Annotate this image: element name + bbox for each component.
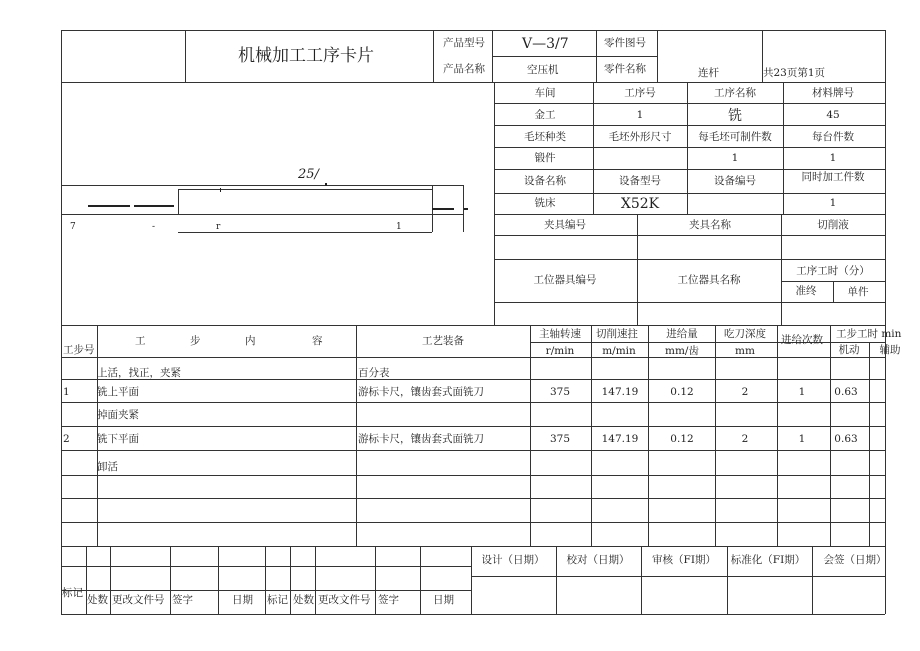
page-info: 共23页第1页 bbox=[763, 67, 826, 79]
product-name-label: 产品名称 bbox=[443, 63, 485, 75]
op-name-label: 工序名称 bbox=[714, 87, 756, 99]
cutting-speed-header: 切削速拄 bbox=[596, 328, 638, 340]
grid-line-vertical bbox=[185, 30, 186, 82]
sketch-label: 1 bbox=[396, 222, 402, 232]
step-no: 1 bbox=[63, 386, 70, 398]
grid-line-vertical bbox=[830, 325, 831, 546]
content-header-char: 容 bbox=[312, 335, 323, 347]
grid-line-horizontal bbox=[61, 379, 885, 380]
equipment-name-label: 设备名称 bbox=[524, 175, 566, 187]
grid-line-vertical bbox=[657, 30, 658, 82]
grid-line-vertical bbox=[170, 546, 171, 614]
roughness-annotation: 25/ bbox=[298, 167, 319, 182]
cutting-speed-unit: m/min bbox=[602, 345, 636, 357]
station-tool-no-label: 工位器具编号 bbox=[533, 274, 597, 286]
card-title: 机械加工工序卡片 bbox=[238, 46, 374, 66]
sketch-label: 7 bbox=[70, 222, 76, 232]
grid-line-vertical bbox=[687, 82, 688, 214]
spindle-speed-unit: r/min bbox=[545, 345, 575, 357]
pieces-per-unit-value: 1 bbox=[829, 152, 837, 164]
part-drawing-no-label: 零件图号 bbox=[604, 37, 646, 49]
equipment-no-label: 设备编号 bbox=[714, 175, 756, 187]
grid-line-vertical bbox=[777, 325, 778, 546]
grid-line-vertical bbox=[356, 325, 357, 546]
design-sign-label: 设计（日期） bbox=[481, 554, 545, 566]
countersign-label: 会签（日期） bbox=[823, 554, 887, 566]
grid-line-vertical bbox=[637, 214, 638, 325]
prep-end-label: 准终 bbox=[795, 285, 817, 297]
spindle-speed-header: 主轴转速 bbox=[539, 328, 581, 340]
blank-type-value: 锻件 bbox=[534, 152, 556, 164]
grid-line-horizontal bbox=[61, 82, 885, 83]
grid-line-horizontal bbox=[494, 103, 885, 104]
revision-header: 更改文件号 bbox=[112, 594, 165, 606]
review-sign-label: 审核（FI期） bbox=[652, 554, 716, 566]
equipment-name-value: 铣床 bbox=[534, 197, 556, 209]
op-name-value: 铣 bbox=[728, 108, 742, 124]
op-no-label: 工序号 bbox=[624, 87, 656, 99]
grid-line-horizontal bbox=[494, 302, 885, 303]
coolant-label: 切削液 bbox=[817, 219, 849, 231]
step-machine-time: 0.63 bbox=[834, 386, 858, 398]
fixture-no-label: 夹具编号 bbox=[544, 219, 586, 231]
step-spindle-speed: 375 bbox=[549, 433, 571, 445]
revision-header: 日期 bbox=[433, 594, 454, 606]
equipment-model-value: X52K bbox=[620, 196, 660, 212]
grid-line-vertical bbox=[61, 30, 62, 614]
revision-header: 标记 bbox=[62, 587, 83, 599]
grid-line-vertical bbox=[315, 546, 316, 614]
grid-line-horizontal bbox=[494, 259, 885, 260]
product-name-value: 空压机 bbox=[527, 64, 559, 76]
step-equipment: 游标卡尺，镶齿套式面铣刀 bbox=[358, 433, 484, 445]
sketch-line bbox=[134, 205, 174, 207]
revision-header: 处数 bbox=[293, 594, 314, 606]
step-no: 2 bbox=[63, 433, 70, 445]
step-cutting-speed: 147.19 bbox=[601, 433, 639, 445]
step-machine-time: 0.63 bbox=[834, 433, 858, 445]
blank-size-label: 毛坯外形尺寸 bbox=[608, 131, 672, 143]
grid-line-vertical bbox=[110, 546, 111, 614]
check-sign-label: 校对（日期） bbox=[566, 554, 630, 566]
grid-line-horizontal bbox=[61, 325, 885, 326]
product-model-label: 产品型号 bbox=[443, 37, 485, 49]
grid-line-vertical bbox=[556, 546, 557, 614]
grid-line-horizontal bbox=[61, 590, 471, 591]
grid-line-horizontal bbox=[178, 189, 432, 190]
pieces-per-blank-label: 每毛坯可制件数 bbox=[698, 131, 772, 143]
grid-line-vertical bbox=[781, 214, 782, 325]
depth-header: 吃刀深度 bbox=[724, 328, 766, 340]
grid-line-vertical bbox=[783, 82, 784, 214]
revision-header: 签字 bbox=[172, 594, 193, 606]
grid-line-vertical bbox=[591, 325, 592, 546]
pieces-per-blank-value: 1 bbox=[731, 152, 739, 164]
content-header-char: 内 bbox=[245, 335, 256, 347]
pieces-per-unit-label: 每台件数 bbox=[812, 131, 854, 143]
step-content: 掉面夹紧 bbox=[97, 409, 139, 421]
grid-line-vertical bbox=[812, 546, 813, 614]
step-equipment: 百分表 bbox=[358, 367, 390, 379]
grid-line-vertical bbox=[290, 546, 291, 614]
depth-unit: mm bbox=[735, 345, 755, 357]
grid-line-vertical bbox=[727, 546, 728, 614]
grid-line-vertical bbox=[218, 546, 219, 614]
workshop-value: 金工 bbox=[534, 109, 556, 121]
grid-line-horizontal bbox=[494, 214, 885, 215]
feed-unit: mm/齿 bbox=[665, 345, 699, 357]
grid-line-vertical bbox=[265, 546, 266, 614]
sketch-label: - bbox=[152, 222, 156, 232]
step-no-header: 工步号 bbox=[63, 344, 95, 356]
step-content: 上活，找正，夹紧 bbox=[97, 367, 181, 379]
revision-header: 标记 bbox=[267, 594, 288, 606]
step-content: 卸活 bbox=[97, 461, 118, 473]
step-feed: 0.12 bbox=[670, 386, 694, 398]
step-spindle-speed: 375 bbox=[549, 386, 571, 398]
grid-line-horizontal bbox=[61, 566, 471, 567]
sketch-line bbox=[432, 208, 454, 210]
part-name-value: 连杆 bbox=[698, 67, 719, 79]
revision-header: 更改文件号 bbox=[318, 594, 371, 606]
sketch-label: r bbox=[216, 222, 221, 232]
material-label: 材料牌号 bbox=[812, 87, 854, 99]
equipment-header: 工艺装备 bbox=[422, 335, 464, 347]
grid-line-vertical bbox=[715, 325, 716, 546]
grid-line-horizontal bbox=[61, 475, 885, 476]
grid-line-vertical bbox=[433, 30, 434, 82]
grid-line-horizontal bbox=[61, 402, 885, 403]
grid-line-horizontal bbox=[61, 426, 885, 427]
grid-line-vertical bbox=[530, 325, 531, 546]
grid-line-horizontal bbox=[494, 147, 885, 148]
revision-header: 日期 bbox=[232, 594, 253, 606]
step-content: 铣上平面 bbox=[97, 386, 139, 398]
step-depth: 2 bbox=[741, 386, 749, 398]
grid-line-horizontal bbox=[494, 125, 885, 126]
grid-line-horizontal bbox=[530, 342, 885, 343]
grid-line-horizontal bbox=[61, 614, 885, 615]
content-header-char: 步 bbox=[190, 335, 201, 347]
grid-line-vertical bbox=[494, 82, 495, 325]
grid-line-vertical bbox=[178, 189, 179, 214]
station-tool-name-label: 工位器具名称 bbox=[677, 274, 741, 286]
step-equipment: 游标卡尺，镶齿套式面铣刀 bbox=[358, 386, 484, 398]
grid-line-vertical bbox=[471, 546, 472, 614]
step-feed: 0.12 bbox=[670, 433, 694, 445]
sketch-line bbox=[464, 208, 468, 210]
grid-line-horizontal bbox=[61, 185, 463, 186]
grid-line-horizontal bbox=[471, 576, 885, 577]
revision-header: 处数 bbox=[87, 594, 108, 606]
product-model-value: V—3/7 bbox=[522, 36, 569, 52]
step-time-header: 工步工时 min bbox=[836, 328, 902, 340]
grid-line-horizontal bbox=[492, 56, 657, 57]
sketch-tick bbox=[220, 188, 221, 192]
grid-line-vertical bbox=[420, 546, 421, 614]
op-no-value: 1 bbox=[636, 109, 644, 121]
sketch-mark bbox=[325, 183, 327, 186]
step-cutting-speed: 147.19 bbox=[601, 386, 639, 398]
revision-header: 签字 bbox=[378, 594, 399, 606]
passes-header: 进给次数 bbox=[781, 334, 823, 346]
grid-line-horizontal bbox=[61, 357, 885, 358]
step-depth: 2 bbox=[741, 433, 749, 445]
grid-line-vertical bbox=[833, 281, 834, 302]
fixture-name-label: 夹具名称 bbox=[689, 219, 731, 231]
workshop-label: 车间 bbox=[534, 87, 556, 99]
grid-line-horizontal bbox=[494, 193, 885, 194]
standard-sign-label: 标准化（FI期） bbox=[730, 554, 806, 566]
grid-line-vertical bbox=[885, 30, 886, 614]
step-passes: 1 bbox=[798, 386, 806, 398]
material-value: 45 bbox=[826, 109, 840, 121]
blank-type-label: 毛坯种类 bbox=[524, 131, 566, 143]
part-name-label: 零件名称 bbox=[604, 63, 646, 75]
grid-line-horizontal bbox=[61, 498, 885, 499]
simultaneous-pieces-value: 1 bbox=[829, 197, 837, 209]
grid-line-horizontal bbox=[494, 235, 885, 236]
grid-line-vertical bbox=[641, 546, 642, 614]
grid-line-vertical bbox=[375, 546, 376, 614]
machine-time-header: 机动 bbox=[838, 344, 860, 356]
grid-line-horizontal bbox=[494, 169, 885, 170]
grid-line-vertical bbox=[648, 325, 649, 546]
grid-line-horizontal bbox=[61, 522, 885, 523]
op-time-label: 工序工时（分） bbox=[796, 265, 870, 277]
grid-line-horizontal bbox=[61, 450, 885, 451]
feed-header: 进给量 bbox=[666, 328, 698, 340]
sketch-line bbox=[88, 205, 130, 207]
simultaneous-pieces-label: 同时加工件数 bbox=[801, 171, 865, 183]
equipment-model-label: 设备型号 bbox=[619, 175, 661, 187]
grid-line-vertical bbox=[593, 82, 594, 214]
step-passes: 1 bbox=[798, 433, 806, 445]
grid-line-vertical bbox=[869, 342, 870, 546]
grid-line-horizontal bbox=[61, 546, 885, 547]
content-header-char: 工 bbox=[135, 335, 146, 347]
grid-line-horizontal bbox=[61, 214, 463, 215]
aux-time-header: 辅助 bbox=[879, 344, 901, 356]
step-content: 铣下平面 bbox=[97, 433, 139, 445]
per-piece-label: 单件 bbox=[847, 286, 869, 298]
